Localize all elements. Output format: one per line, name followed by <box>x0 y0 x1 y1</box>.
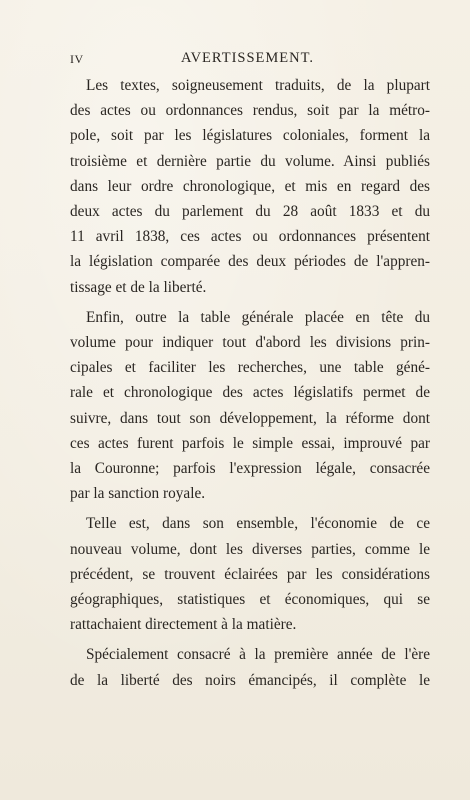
text-line: 11 avril 1838, ces actes ou ordonnances présentent <box>70 228 430 246</box>
text-line: troisième et dernière partie du volume. Ainsi publiés <box>70 152 430 170</box>
text-line: volume pour indiquer tout d'abord les divisions prin- <box>70 334 430 352</box>
text-line: Spécialement consacré à la première année de l'ère <box>86 646 430 664</box>
page-number: IV <box>70 52 84 66</box>
text-line: par la sanction royale. <box>70 485 206 503</box>
paragraph-1 <box>70 73 430 300</box>
text-line: cipales et faciliter les recherches, une table géné- <box>70 359 430 377</box>
text-line: la Couronne; parfois l'expression légale, consacrée <box>70 460 430 478</box>
paragraph-2 <box>70 305 430 507</box>
running-title: AVERTISSEMENT. <box>180 50 315 66</box>
text-line: tissage et de la liberté. <box>70 278 207 296</box>
text-line: la législation comparée des deux périodes de l'appren- <box>70 253 430 271</box>
text-line: précédent, se trouvent éclairées par les considérations <box>70 565 430 583</box>
text-line: rattachaient directement à la matière. <box>70 616 297 634</box>
text-line: pole, soit par les législatures coloniales, forment la <box>70 127 430 145</box>
text-line: Telle est, dans son ensemble, l'économie de ce <box>86 515 430 533</box>
page-header <box>70 50 425 70</box>
text-line: suivre, dans tout son développement, la réforme dont <box>70 409 430 427</box>
text-line: deux actes du parlement du 28 août 1833 et du <box>70 203 430 221</box>
text-line: de la liberté des noirs émancipés, il complète le <box>70 671 430 689</box>
text-line: ces actes furent parfois le simple essai, improuvé par <box>70 434 430 452</box>
paragraph-4 <box>70 642 430 692</box>
text-line: des actes ou ordonnances rendus, soit par la métro- <box>70 102 430 120</box>
body-text <box>70 73 430 698</box>
text-line: dans leur ordre chronologique, et mis en regard des <box>70 177 430 195</box>
text-line: Les textes, soigneusement traduits, de la plupart <box>86 77 430 94</box>
text-line: géographiques, statistiques et économiques, qui se <box>70 591 430 609</box>
paragraph-3 <box>70 511 430 637</box>
text-line: rale et chronologique des actes législatifs permet de <box>70 384 430 402</box>
text-line: Enfin, outre la table générale placée en tête du <box>86 308 430 326</box>
text-line: nouveau volume, dont les diverses parties, comme le <box>70 540 430 558</box>
